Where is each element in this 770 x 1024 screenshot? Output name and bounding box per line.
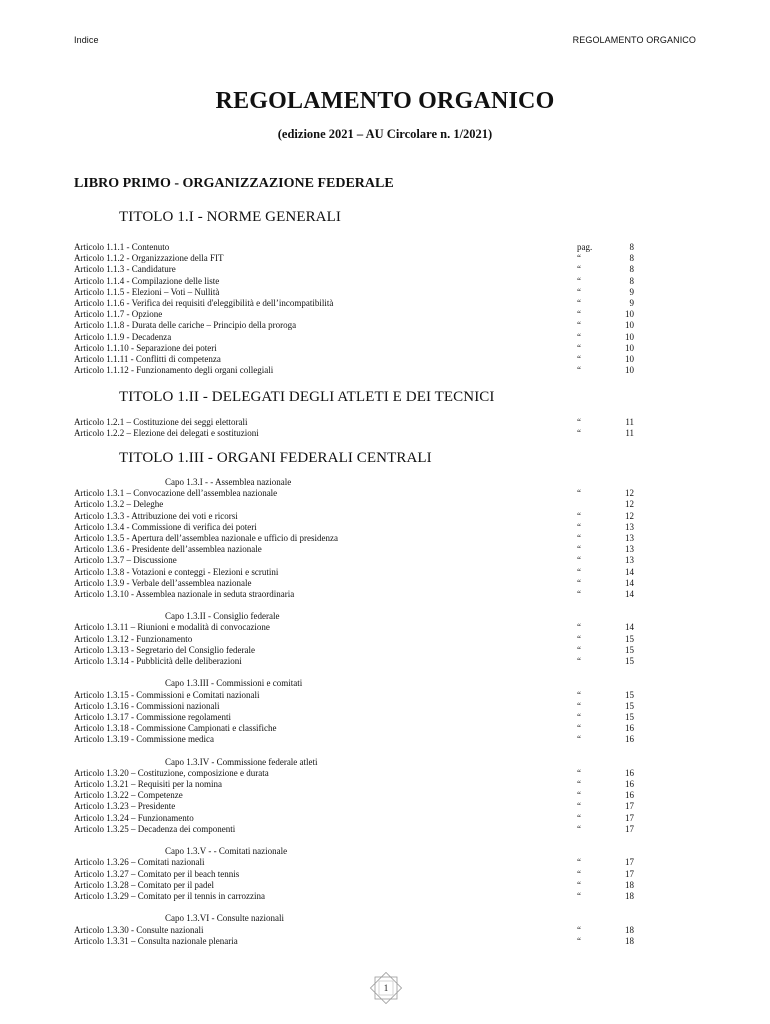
toc-entry <box>74 936 634 947</box>
toc-entry-label: Articolo 1.3.17 - Commissione regolamenti <box>74 711 231 722</box>
toc-entry-label: Articolo 1.3.14 - Pubblicità delle deliberazioni <box>74 656 242 666</box>
toc-entry-label: Articolo 1.1.11 - Conflitti di competenza <box>74 353 221 364</box>
toc-entry-page: 12 <box>625 510 634 521</box>
toc-entry-ditto: “ <box>577 365 581 376</box>
toc-entry <box>74 734 634 745</box>
toc-entry-ditto: “ <box>577 577 581 588</box>
toc-entry <box>74 544 634 555</box>
toc-entry-ditto: “ <box>577 428 581 439</box>
toc-entry-label: Articolo 1.3.19 - Commissione medica <box>74 734 214 745</box>
toc-entry-ditto: “ <box>577 622 581 633</box>
toc-entry-page: 10 <box>625 320 634 331</box>
toc-entry-label: Articolo 1.3.23 – Presidente <box>74 801 176 812</box>
toc-entry <box>74 511 634 522</box>
toc-entry-label: Articolo 1.3.5 - Apertura dell’assemblea nazionale e ufficio di presidenza <box>74 532 338 543</box>
toc-entry <box>74 712 634 723</box>
toc-entry-page: 8 <box>629 253 634 264</box>
toc-entry-label: Articolo 1.1.9 - Decadenza <box>74 331 172 342</box>
toc-entry-ditto: “ <box>577 331 581 342</box>
toc-entry-ditto: “ <box>577 767 581 778</box>
toc-entry-ditto: “ <box>577 823 581 834</box>
capo-heading: Capo 1.3.VI - Consulte nazionali <box>165 913 284 924</box>
toc-entry-ditto: “ <box>577 488 581 499</box>
toc-entry-label: Articolo 1.3.1 – Convocazione dell’assemblea nazionale <box>74 488 278 499</box>
toc-entry-label: Articolo 1.3.31 – Consulta nazionale plenaria <box>74 935 238 946</box>
capo-heading: Capo 1.3.IV - Commissione federale atleti <box>165 756 318 767</box>
toc-entry-ditto: “ <box>577 924 581 935</box>
book-heading: LIBRO PRIMO - ORGANIZZAZIONE FEDERALE <box>74 176 394 191</box>
toc-entry-label: Articolo 1.3.21 – Requisiti per la nomina <box>74 779 222 790</box>
toc-entry-page: 18 <box>625 890 634 901</box>
toc-entry-label: Articolo 1.3.22 – Competenze <box>74 790 183 801</box>
toc-entry-label: Articolo 1.3.29 – Comitato per il tennis in carrozzina <box>74 890 265 901</box>
toc-entry-ditto: “ <box>577 555 581 566</box>
toc-entry <box>74 309 634 320</box>
toc-entry-label: Articolo 1.1.12 - Funzionamento degli organi collegiali <box>74 365 274 376</box>
toc-entry-ditto: “ <box>577 723 581 734</box>
toc-entry-page: 15 <box>625 656 634 666</box>
toc-entry-label: Articolo 1.2.2 – Elezione dei delegati e sostituzioni <box>74 428 259 439</box>
toc-entry <box>74 925 634 936</box>
toc-entry-label: Articolo 1.3.6 - Presidente dell’assemblea nazionale <box>74 544 262 555</box>
toc-entry <box>74 869 634 880</box>
toc-entry <box>74 656 634 667</box>
toc-entry-label: Articolo 1.3.13 - Segretario del Consiglio federale <box>74 644 255 655</box>
toc-entry-ditto: “ <box>577 253 581 264</box>
toc-entry-page: 17 <box>625 812 634 823</box>
toc-entry-ditto: “ <box>577 779 581 790</box>
toc-entry <box>74 298 634 309</box>
toc-entry-ditto: “ <box>577 790 581 801</box>
toc-entry <box>74 589 634 600</box>
capo-list <box>74 768 634 835</box>
toc-section-3 <box>74 477 634 947</box>
toc-entry <box>74 880 634 891</box>
toc-entry-label: Articolo 1.3.24 – Funzionamento <box>74 812 194 823</box>
header-left: Indice <box>74 35 99 45</box>
toc-entry-ditto: “ <box>577 711 581 722</box>
toc-entry-ditto: “ <box>577 264 581 275</box>
toc-entry-label: Articolo 1.3.9 - Verbale dell’assemblea nazionale <box>74 577 252 588</box>
toc-entry-page: 16 <box>625 723 634 734</box>
toc-entry <box>74 645 634 656</box>
toc-entry-page: 16 <box>625 734 634 745</box>
toc-entry <box>74 768 634 779</box>
toc-entry-label: Articolo 1.3.25 – Decadenza dei componenti <box>74 823 236 834</box>
toc-entry-page: 17 <box>625 868 634 879</box>
toc-entry-label: Articolo 1.1.2 - Organizzazione della FIT <box>74 253 224 264</box>
capo-list <box>74 857 634 902</box>
toc-entry-page: 17 <box>625 823 634 834</box>
capo-heading: Capo 1.3.III - Commissioni e comitati <box>165 678 303 689</box>
toc-entry <box>74 857 634 868</box>
titolo-heading-2: TITOLO 1.II - DELEGATI DEGLI ATLETI E DEI TECNICI <box>119 389 495 405</box>
toc-entry <box>74 622 634 633</box>
toc-entry-page: 9 <box>629 297 634 308</box>
toc-entry-page: 16 <box>625 779 634 790</box>
toc-entry-label: Articolo 1.3.16 - Commissioni nazionali <box>74 700 220 711</box>
toc-section-2 <box>74 417 634 439</box>
toc-entry-ditto: “ <box>577 879 581 890</box>
toc-entry <box>74 428 634 439</box>
toc-entry-page: 8 <box>629 242 634 252</box>
toc-entry-label: Articolo 1.1.8 - Durata delle cariche – Principio della proroga <box>74 320 297 331</box>
toc-entry-ditto: “ <box>577 510 581 521</box>
toc-entry-ditto: “ <box>577 644 581 655</box>
document-title: REGOLAMENTO ORGANICO <box>215 88 555 114</box>
toc-entry <box>74 801 634 812</box>
titolo-heading-1: TITOLO 1.I - NORME GENERALI <box>119 209 341 225</box>
toc-entry-ditto: “ <box>577 700 581 711</box>
toc-entry-ditto: pag. <box>577 242 593 252</box>
toc-entry-label: Articolo 1.3.27 – Comitato per il beach tennis <box>74 868 240 879</box>
toc-entry <box>74 533 634 544</box>
toc-entry <box>74 354 634 365</box>
toc-entry-page: 10 <box>625 342 634 353</box>
toc-entry <box>74 567 634 578</box>
toc-entry-page: 14 <box>625 577 634 588</box>
capo-list <box>74 690 634 746</box>
toc-entry-page: 10 <box>625 309 634 320</box>
toc-entry <box>74 813 634 824</box>
toc-entry-page: 14 <box>625 622 634 633</box>
toc-entry <box>74 343 634 354</box>
toc-entry <box>74 488 634 499</box>
document-subtitle: (edizione 2021 – AU Circolare n. 1/2021) <box>277 127 493 141</box>
toc-entry-label: Articolo 1.1.6 - Verifica dei requisiti d'eleggibilità e dell’incompatibilità <box>74 297 334 308</box>
toc-entry-page: 10 <box>625 353 634 364</box>
toc-entry <box>74 690 634 701</box>
toc-entry-label: Articolo 1.3.12 - Funzionamento <box>74 633 193 644</box>
toc-entry-ditto: “ <box>577 309 581 320</box>
toc-entry-page: 12 <box>625 499 634 510</box>
toc-entry-label: Articolo 1.3.30 - Consulte nazionali <box>74 924 204 935</box>
toc-entry-page: 15 <box>625 700 634 711</box>
toc-entry-page: 15 <box>625 711 634 722</box>
toc-entry-ditto: “ <box>577 521 581 532</box>
toc-entry <box>74 499 634 510</box>
toc-entry-page: 9 <box>629 286 634 297</box>
toc-entry <box>74 779 634 790</box>
titolo-heading-3: TITOLO 1.III - ORGANI FEDERALI CENTRALI <box>119 450 432 466</box>
toc-entry-ditto: “ <box>577 633 581 644</box>
toc-entry-page: 15 <box>625 689 634 700</box>
toc-entry-ditto: “ <box>577 935 581 946</box>
toc-entry <box>74 634 634 645</box>
toc-entry <box>74 253 634 264</box>
toc-entry <box>74 790 634 801</box>
toc-entry-label: Articolo 1.1.1 - Contenuto <box>74 242 170 252</box>
toc-entry-page: 13 <box>625 532 634 543</box>
toc-entry-ditto: “ <box>577 656 581 666</box>
toc-entry-page: 10 <box>625 331 634 342</box>
toc-entry <box>74 276 634 287</box>
toc-entry-ditto: “ <box>577 868 581 879</box>
toc-entry <box>74 522 634 533</box>
toc-entry-label: Articolo 1.3.15 - Commissioni e Comitati nazionali <box>74 689 260 700</box>
capo-list <box>74 488 634 600</box>
toc-entry-label: Articolo 1.3.28 – Comitato per il padel <box>74 879 214 890</box>
toc-entry-page: 11 <box>625 417 634 427</box>
toc-entry-ditto: “ <box>577 342 581 353</box>
toc-entry <box>74 417 634 428</box>
toc-entry-page: 13 <box>625 544 634 555</box>
toc-entry-page: 17 <box>625 857 634 868</box>
toc-entry-ditto: “ <box>577 734 581 745</box>
toc-entry-page: 16 <box>625 790 634 801</box>
toc-entry <box>74 287 634 298</box>
toc-entry-page: 18 <box>625 924 634 935</box>
toc-entry-page: 8 <box>629 264 634 275</box>
toc-section-1 <box>74 242 634 376</box>
toc-entry <box>74 365 634 376</box>
toc-entry-label: Articolo 1.3.18 - Commissione Campionati e classifiche <box>74 723 277 734</box>
toc-entry-page: 10 <box>625 365 634 376</box>
toc-entry <box>74 332 634 343</box>
toc-entry-label: Articolo 1.3.2 – Deleghe <box>74 499 164 510</box>
toc-entry-ditto: “ <box>577 566 581 577</box>
toc-entry <box>74 824 634 835</box>
toc-entry-page: 17 <box>625 801 634 812</box>
toc-entry <box>74 578 634 589</box>
toc-entry-label: Articolo 1.1.10 - Separazione dei poteri <box>74 342 217 353</box>
toc-entry-label: Articolo 1.3.3 - Attribuzione dei voti e ricorsi <box>74 510 238 521</box>
toc-entry-page: 18 <box>625 935 634 946</box>
toc-entry-label: Articolo 1.1.4 - Compilazione delle liste <box>74 275 220 286</box>
toc-entry <box>74 264 634 275</box>
toc-entry <box>74 723 634 734</box>
toc-entry-ditto: “ <box>577 286 581 297</box>
toc-entry-ditto: “ <box>577 812 581 823</box>
toc-entry-page: 11 <box>625 428 634 439</box>
toc-entry-ditto: “ <box>577 890 581 901</box>
toc-entry-label: Articolo 1.3.10 - Assemblea nazionale in seduta straordinaria <box>74 588 295 599</box>
toc-entry-page: 15 <box>625 644 634 655</box>
toc-entry-ditto: “ <box>577 532 581 543</box>
toc-entry-ditto: “ <box>577 689 581 700</box>
toc-entry <box>74 320 634 331</box>
toc-entry-label: Articolo 1.3.26 – Comitati nazionali <box>74 857 205 868</box>
page-number: 1 <box>383 983 389 993</box>
toc-entry-label: Articolo 1.3.4 - Commissione di verifica dei poteri <box>74 521 257 532</box>
toc-entry-label: Articolo 1.2.1 – Costituzione dei seggi elettorali <box>74 417 248 427</box>
toc-entry-ditto: “ <box>577 801 581 812</box>
toc-entry <box>74 701 634 712</box>
page-number-badge <box>368 970 404 1006</box>
toc-entry-page: 14 <box>625 588 634 599</box>
capo-heading: Capo 1.3.I - - Assemblea nazionale <box>165 477 292 487</box>
toc-entry-page: 15 <box>625 633 634 644</box>
toc-entry-ditto: “ <box>577 353 581 364</box>
toc-entry-ditto: “ <box>577 544 581 555</box>
toc-entry-page: 8 <box>629 275 634 286</box>
toc-entry-ditto: “ <box>577 857 581 868</box>
toc-entry <box>74 242 634 253</box>
toc-entry-page: 16 <box>625 767 634 778</box>
toc-entry-label: Articolo 1.1.3 - Candidature <box>74 264 176 275</box>
toc-entry-ditto: “ <box>577 297 581 308</box>
toc-entry <box>74 891 634 902</box>
capo-heading: Capo 1.3.II - Consiglio federale <box>165 611 280 622</box>
running-header <box>74 35 696 45</box>
toc-entry-page: 14 <box>625 566 634 577</box>
toc-entry-label: Articolo 1.1.7 - Opzione <box>74 309 163 320</box>
toc-entry-ditto: “ <box>577 275 581 286</box>
capo-list <box>74 925 634 947</box>
toc-entry-page: 18 <box>625 879 634 890</box>
toc-entry-ditto: “ <box>577 588 581 599</box>
toc-entry-ditto: “ <box>577 417 581 427</box>
toc-entry-page: 13 <box>625 555 634 566</box>
capo-list <box>74 622 634 667</box>
toc-entry-label: Articolo 1.1.5 - Elezioni – Voti – Nullità <box>74 286 220 297</box>
toc-entry-label: Articolo 1.3.20 – Costituzione, composizione e durata <box>74 767 269 778</box>
header-right: REGOLAMENTO ORGANICO <box>572 35 696 45</box>
toc-entry-page: 12 <box>625 488 634 499</box>
toc-entry-label: Articolo 1.3.7 – Discussione <box>74 555 177 566</box>
capo-heading: Capo 1.3.V - - Comitati nazionale <box>165 846 288 857</box>
toc-entry-label: Articolo 1.3.11 – Riunioni e modalità di convocazione <box>74 622 270 633</box>
toc-entry-page: 13 <box>625 521 634 532</box>
toc-entry-label: Articolo 1.3.8 - Votazioni e conteggi - Elezioni e scrutini <box>74 566 279 577</box>
toc-entry-ditto: “ <box>577 320 581 331</box>
toc-entry <box>74 555 634 566</box>
